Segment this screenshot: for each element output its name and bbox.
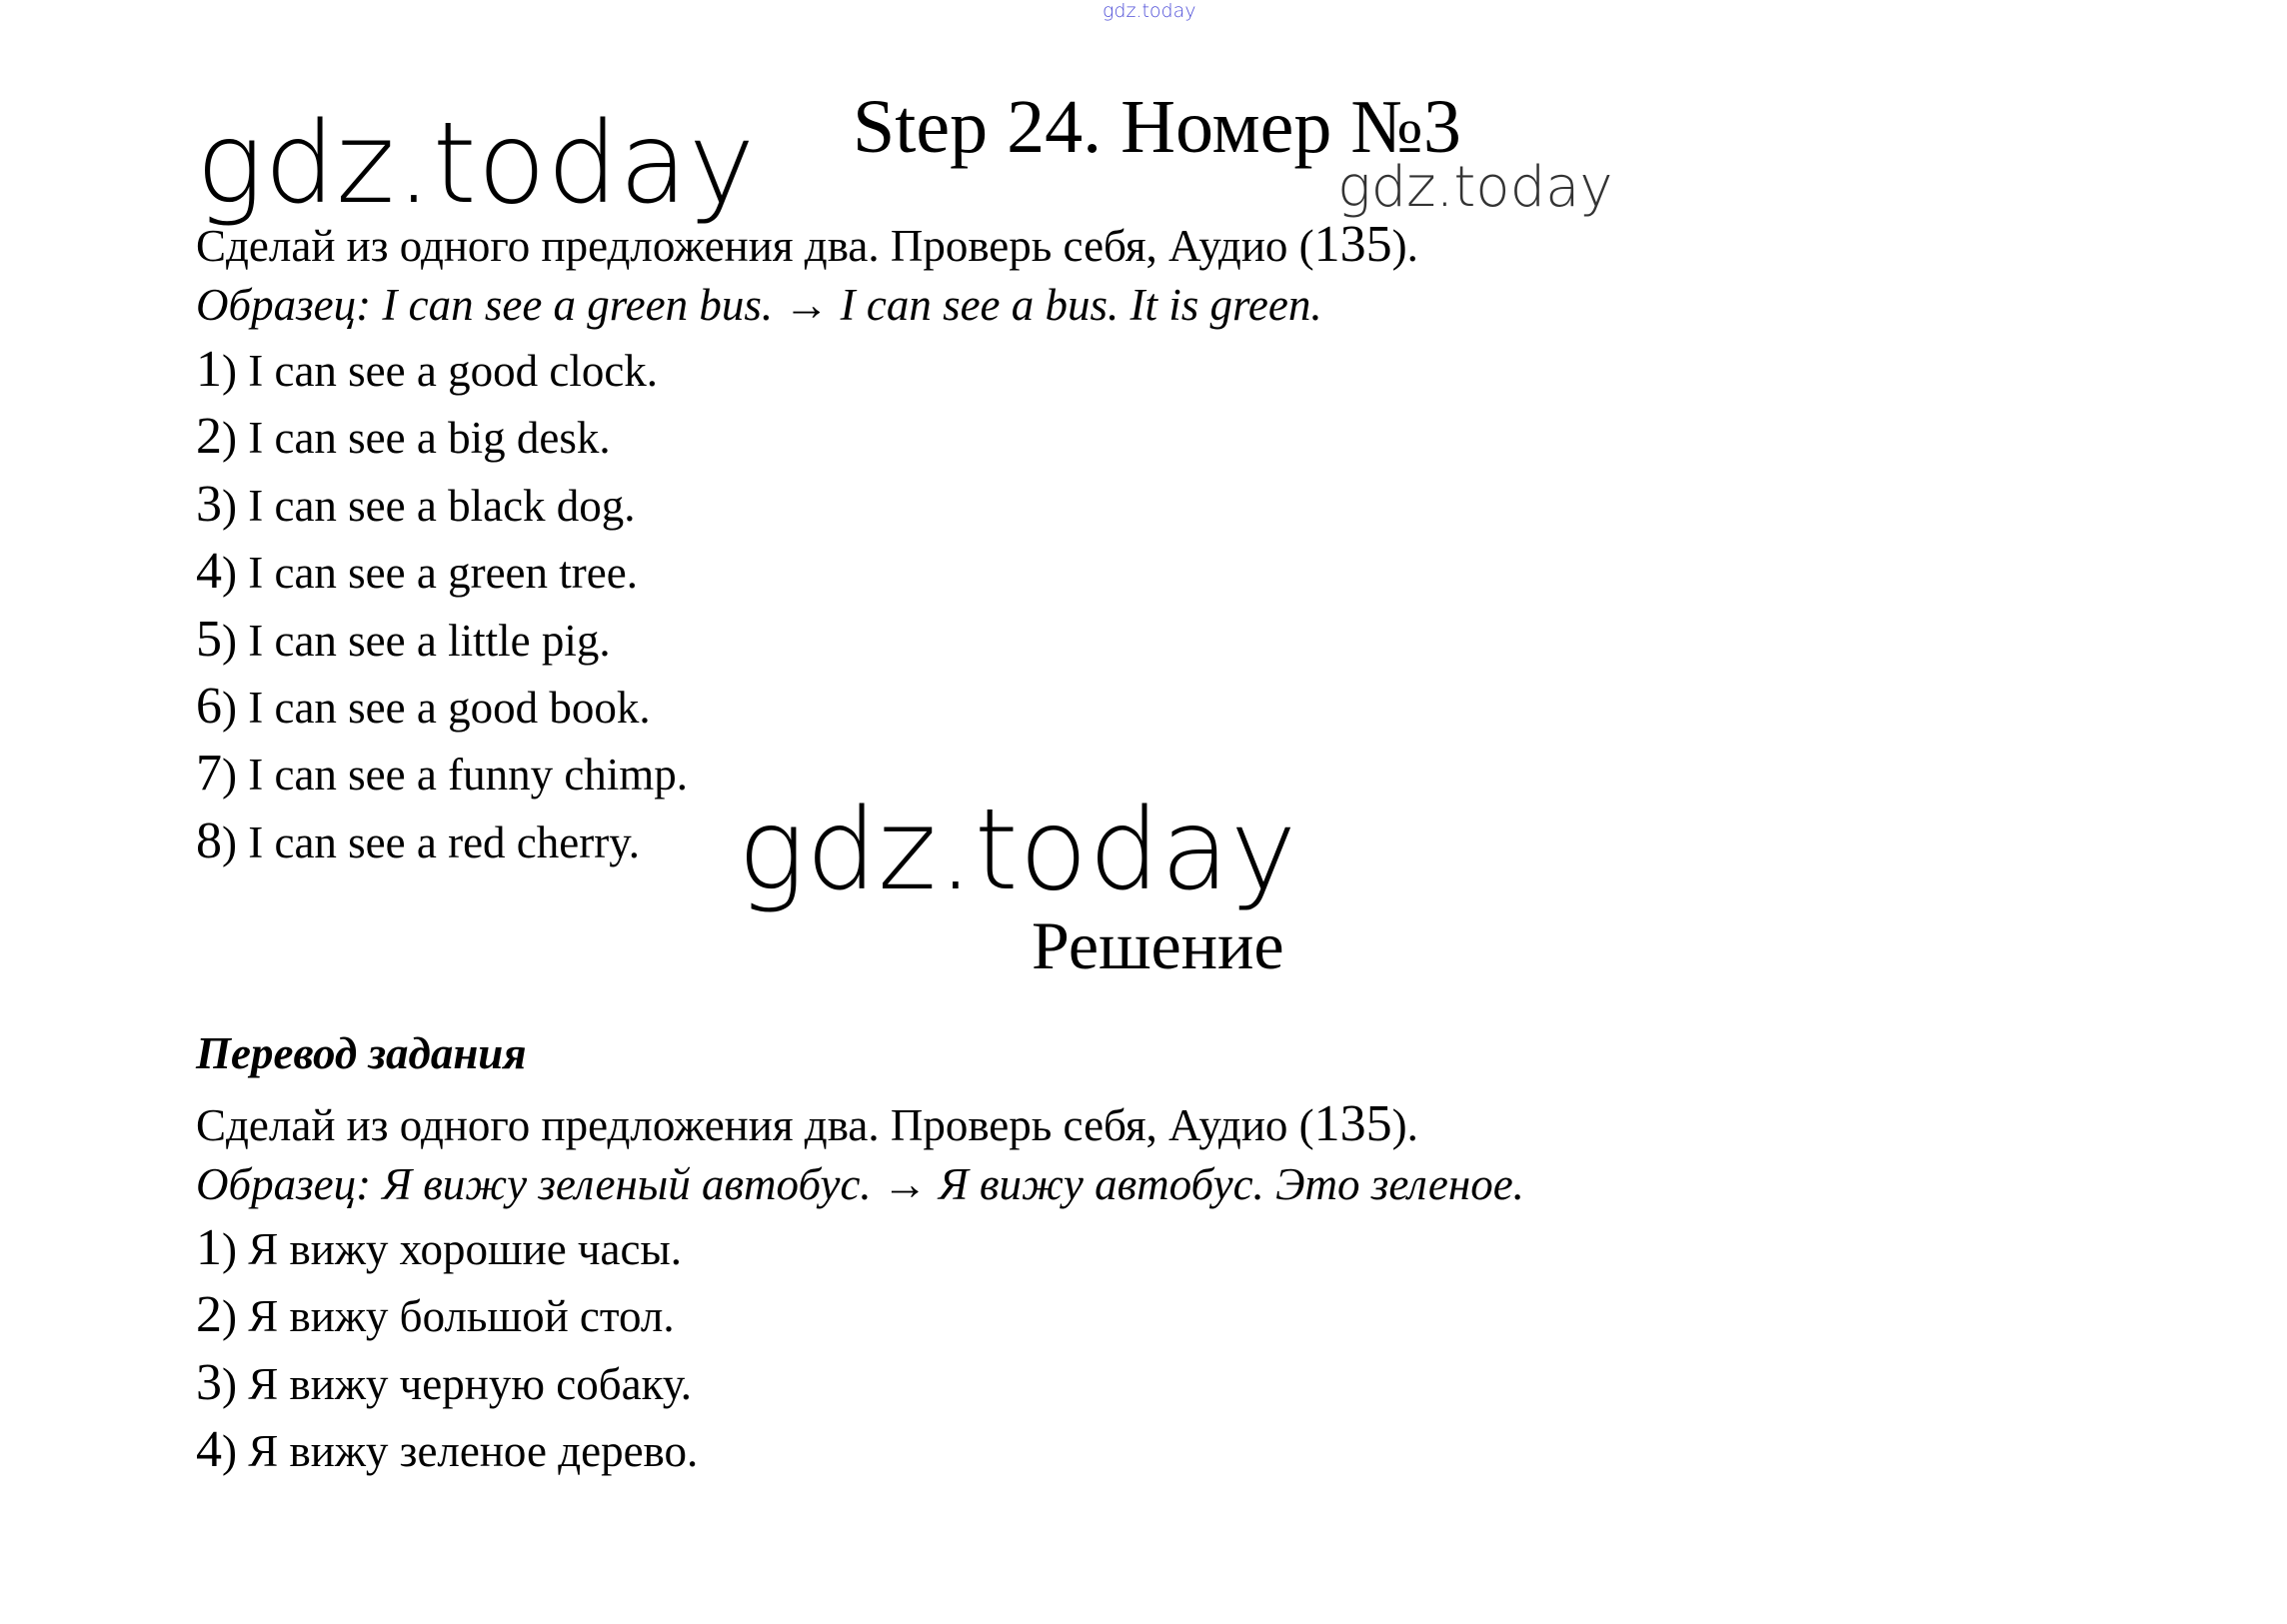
translation-instructions — [196, 1094, 1524, 1214]
list-item-text: ) I can see a little pig. — [222, 615, 611, 666]
translation-header: Перевод задания — [196, 1028, 527, 1078]
translation-items-list — [196, 1214, 698, 1484]
watermark-top: gdz.today — [1103, 0, 1196, 22]
list-item — [196, 606, 688, 673]
list-item-number: 7 — [196, 745, 222, 803]
list-item-text: ) Я вижу хорошие часы. — [222, 1224, 682, 1274]
task-instruction — [196, 215, 1418, 275]
task-items-list — [196, 336, 688, 874]
list-item — [196, 471, 688, 538]
list-item-text: ) I can see a funny chimp. — [222, 750, 689, 801]
list-item-number: 6 — [196, 677, 222, 735]
list-item-number: 1 — [196, 341, 222, 398]
list-item — [196, 1349, 698, 1416]
translation-instruction-suffix: ). — [1391, 1100, 1418, 1150]
list-item — [196, 673, 688, 740]
list-item-text: ) Я вижу черную собаку. — [222, 1358, 693, 1409]
solution-heading: Решение — [1032, 907, 1284, 983]
list-item-number: 1 — [196, 1219, 222, 1276]
list-item-text: ) I can see a good clock. — [222, 346, 659, 396]
translation-example: Образец: Я вижу зеленый автобус. → Я вижу автобус. Это зеленое. — [196, 1159, 1524, 1209]
list-item-number: 4 — [196, 1421, 222, 1479]
list-item — [196, 1214, 698, 1281]
list-item — [196, 403, 688, 470]
list-item-number: 3 — [196, 475, 222, 533]
task-instruction-suffix: ). — [1391, 221, 1418, 271]
task-example: Образец: I can see a green bus. → I can see a bus. It is green. — [196, 280, 1322, 330]
translation-audio-number: 135 — [1313, 1095, 1392, 1152]
list-item — [196, 336, 688, 403]
list-item-number: 2 — [196, 1286, 222, 1344]
list-item-text: ) Я вижу большой стол. — [222, 1291, 675, 1342]
task-instruction-prefix: Сделай из одного предложения два. Проверь себя, Аудио ( — [196, 221, 1314, 271]
translation-instruction — [196, 1094, 1524, 1154]
list-item-text: ) I can see a green tree. — [222, 548, 638, 599]
list-item-number: 2 — [196, 408, 222, 466]
page-title: Step 24. Номер №3 — [853, 85, 1461, 169]
list-item — [196, 1281, 698, 1348]
list-item-text: ) I can see a good book. — [222, 682, 651, 733]
list-item-number: 8 — [196, 812, 222, 869]
list-item-number: 4 — [196, 543, 222, 601]
list-item-text: ) I can see a big desk. — [222, 413, 611, 464]
watermark-large-1: gdz.today — [196, 99, 757, 229]
list-item-number: 3 — [196, 1353, 222, 1411]
list-item-number: 5 — [196, 610, 222, 668]
list-item-text: ) Я вижу зеленое дерево. — [222, 1426, 699, 1477]
list-item — [196, 1416, 698, 1483]
list-item — [196, 808, 688, 874]
list-item — [196, 740, 688, 807]
list-item — [196, 538, 688, 605]
watermark-small: gdz.today — [1337, 155, 1613, 220]
watermark-large-2: gdz.today — [738, 786, 1298, 915]
task-audio-number: 135 — [1313, 216, 1392, 273]
list-item-text: ) I can see a red cherry. — [222, 816, 641, 867]
translation-instruction-prefix: Сделай из одного предложения два. Проверь себя, Аудио ( — [196, 1100, 1314, 1150]
task-instructions — [196, 215, 1418, 335]
list-item-text: ) I can see a black dog. — [222, 480, 636, 531]
